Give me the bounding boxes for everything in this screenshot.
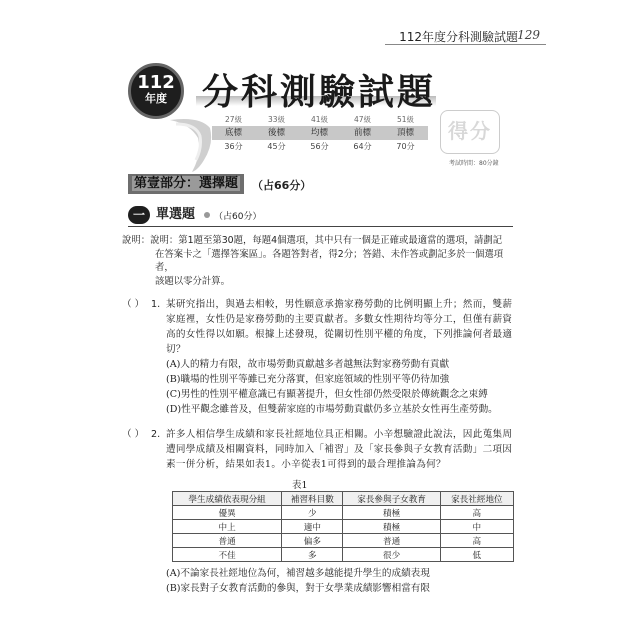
page-number: 129 [517,28,540,42]
section-points: （占60分） [214,212,262,222]
instruction-line: 該題以零分計算。 [155,275,231,287]
column-header: 家長參與子女教育 [343,492,440,506]
table-cell: 中 [440,520,513,534]
question-2 [122,427,518,472]
question-stem: 某研究指出，與過去相較，男性願意承擔家務勞動的比例明顯上升；然而，雙薪家庭裡，女性仍是家務勞動的主要貢獻者。多數女性期待均等分工，但僅有薪資高的女性得以如願。根據上述發現，從關切性別平權的角度，下列推論何者最適切？ [166,299,513,355]
badge-label: 年度 [145,92,167,105]
question-number: 2. [151,429,161,440]
year-badge [128,63,184,119]
grade-score: 56分 [310,142,329,151]
table-cell: 普通 [343,534,440,548]
table-cell: 低 [440,548,513,562]
grade-score: 45分 [267,142,286,151]
option-a: (A)人的精力有限，故市場勞動貢獻越多者越無法對家務勞動有貢獻 [166,359,450,370]
data-table [172,491,514,562]
table-row [173,548,514,562]
table-cell: 適中 [282,520,343,534]
table-cell: 不佳 [173,548,282,562]
table-cell: 偏多 [282,534,343,548]
option-c: (C)男性的性別平權意識已有顯著提升，但女性卻仍然受限於傳統觀念之束縛 [166,389,488,400]
answer-blank[interactable]: （ ） [122,429,145,440]
option-b: (B)家長對子女教育活動的參與，對于女學業成績影響相當有限 [166,583,430,594]
badge-year: 112 [137,72,175,93]
option-b: (B)職場的性別平等雖已充分落實，但家庭領域的性別平等仍待加強 [166,374,450,385]
part-title [128,174,244,194]
table-cell: 很少 [343,548,440,562]
section-rule [128,226,513,227]
question-2-options [166,566,430,596]
running-title: 112年度分科測驗試題 [399,30,518,44]
grade-label: 均標 [310,128,328,138]
page-title: 分科測驗試題 [202,72,437,113]
table-cell: 少 [282,506,343,520]
score-box-label: 得分 [448,119,492,143]
grade-level: 33級 [267,115,286,124]
grade-level: 47級 [353,115,372,124]
table-row [173,506,514,520]
grade-label: 底標 [224,128,242,138]
table-cell: 中上 [173,520,282,534]
table-cell: 高 [440,534,513,548]
grade-level: 41級 [310,115,329,124]
section-number: 一 [128,206,150,224]
table-cell: 積極 [343,506,440,520]
option-a: (A)不論家長社經地位為何，補習越多越能提升學生的成績表現 [166,568,430,579]
table-header-row [173,492,514,506]
table-cell: 積極 [343,520,440,534]
table-cell: 多 [282,548,343,562]
table-cell: 高 [440,506,513,520]
grade-scores-row [212,140,428,154]
option-d: (D)性平觀念雖普及，但雙薪家庭的市場勞動貢獻仍多立基於女性再生產勞動。 [166,404,498,415]
header-rule [385,44,546,45]
grade-labels-row [212,126,428,140]
table-row [173,520,514,534]
swoosh-decoration [170,114,214,172]
exam-time: 考試時間：80分鐘 [449,160,499,167]
question-number: 1. [151,299,161,310]
grade-label: 前標 [353,128,371,138]
question-1 [122,297,518,417]
grade-label: 頂標 [396,128,414,138]
grade-level: 51級 [396,115,415,124]
grade-label: 後標 [267,128,285,138]
page-header [0,20,640,48]
table-cell: 普通 [173,534,282,548]
grade-standard-table [212,114,428,154]
table-cell: 優異 [173,506,282,520]
instruction-line: 在答案卡之「選擇答案區」。各題答對者，得2分；答錯、未作答或劃記多於一個選項者， [155,248,504,273]
part-title-text: 第壹部分：選擇題 [134,176,239,191]
answer-blank[interactable]: （ ） [122,299,145,310]
part-points: （占66分） [252,179,312,192]
score-box [440,110,500,154]
grade-score: 64分 [353,142,372,151]
table-row [173,534,514,548]
section-title: 單選題 [156,207,196,222]
bullet-dot-icon [204,212,210,218]
column-header: 學生成績依表現分組 [173,492,282,506]
instruction-line: 說明：說明：第1題至第30題，每題4個選項，其中只有一個是正確或最適當的選項，請劃記 [122,235,503,246]
question-stem: 許多人相信學生成績和家長社經地位具正相關。小辛想驗證此說法，因此蒐集周遭同學成績及相關資料，同時加入「補習」及「家長參與子女教育活動」二項因素一併分析，結果如表1。小辛從表1可得到的最合理推論為何？ [166,429,513,470]
grade-level: 27級 [224,115,243,124]
column-header: 家長社經地位 [440,492,513,506]
grade-levels-row [212,114,428,126]
table-caption: 表1 [292,480,308,491]
instructions [122,234,516,288]
grade-score: 36分 [224,142,243,151]
grade-score: 70分 [396,142,415,151]
column-header: 補習科目數 [282,492,343,506]
